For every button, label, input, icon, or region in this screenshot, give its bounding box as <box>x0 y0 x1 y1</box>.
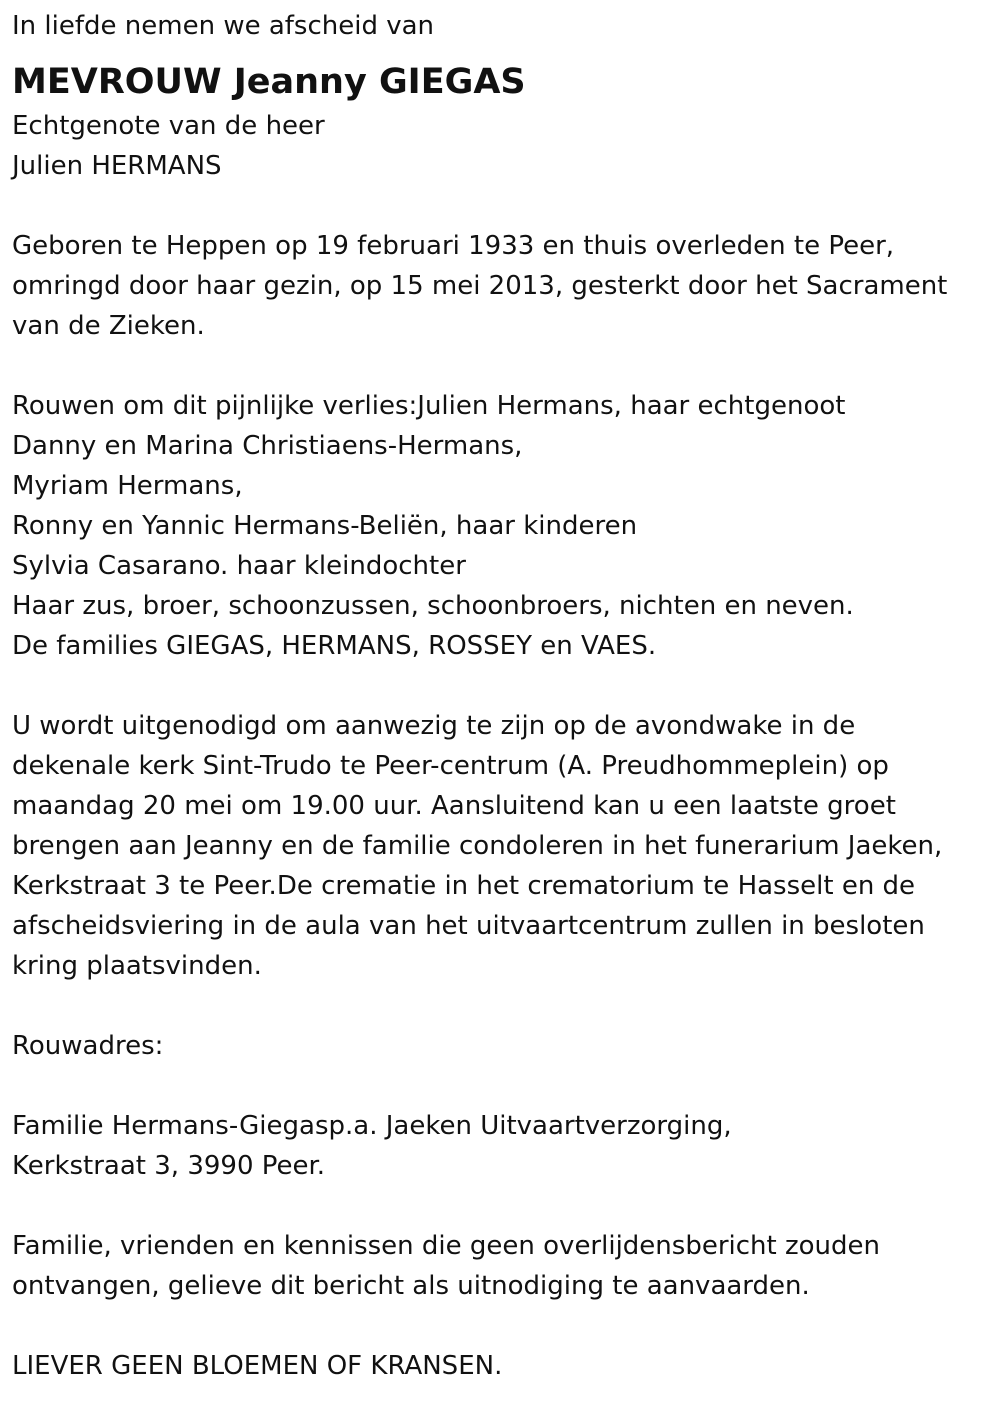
mourner-line: De families GIEGAS, HERMANS, ROSSEY en VAES. <box>12 631 657 661</box>
spacer <box>12 986 988 1026</box>
mourner-line: Rouwen om dit pijnlijke verlies:Julien Hermans, haar echtgenoot <box>12 391 846 421</box>
address-label: Rouwadres: <box>12 1031 164 1061</box>
notice-line: ontvangen, gelieve dit bericht als uitnodiging te aanvaarden. <box>12 1271 810 1301</box>
deceased-name: MEVROUW Jeanny GIEGAS <box>12 62 526 102</box>
invitation-line: U wordt uitgenodigd om aanwezig te zijn op de avondwake in de <box>12 711 856 741</box>
invitation-line: maandag 20 mei om 19.00 uur. Aansluitend kan u een laatste groet <box>12 791 896 821</box>
spacer <box>12 186 988 226</box>
spacer <box>12 666 988 706</box>
address-line: Familie Hermans-Giegasp.a. Jaeken Uitvaartverzorging, <box>12 1111 732 1141</box>
spacer <box>12 1306 988 1346</box>
address-line: Kerkstraat 3, 3990 Peer. <box>12 1151 326 1181</box>
spacer <box>12 346 988 386</box>
invitation-line: afscheidsviering in de aula van het uitvaartcentrum zullen in besloten <box>12 911 925 941</box>
spacer <box>12 1186 988 1226</box>
birth-death-line: omringd door haar gezin, op 15 mei 2013, gesterkt door het Sacrament <box>12 271 948 301</box>
invitation-line: kring plaatsvinden. <box>12 951 262 981</box>
notice-line: Familie, vrienden en kennissen die geen overlijdensbericht zouden <box>12 1231 880 1261</box>
spacer <box>12 1066 988 1106</box>
birth-death-line: Geboren te Heppen op 19 februari 1933 en thuis overleden te Peer, <box>12 231 895 261</box>
spouse-line: Echtgenote van de heer <box>12 111 325 141</box>
closing-text: LIEVER GEEN BLOEMEN OF KRANSEN. <box>12 1351 503 1381</box>
birth-death-line: van de Zieken. <box>12 311 205 341</box>
mourner-line: Haar zus, broer, schoonzussen, schoonbroers, nichten en neven. <box>12 591 854 621</box>
intro-text: In liefde nemen we afscheid van <box>12 11 435 41</box>
invitation-line: dekenale kerk Sint-Trudo te Peer-centrum (A. Preudhommeplein) op <box>12 751 889 781</box>
mourner-line: Danny en Marina Christiaens-Hermans, <box>12 431 523 461</box>
spouse-line: Julien HERMANS <box>12 151 222 181</box>
invitation-line: brengen aan Jeanny en de familie condoleren in het funerarium Jaeken, <box>12 831 943 861</box>
mourner-line: Sylvia Casarano. haar kleindochter <box>12 551 466 581</box>
mourner-line: Ronny en Yannic Hermans-Beliën, haar kinderen <box>12 511 638 541</box>
mourner-line: Myriam Hermans, <box>12 471 243 501</box>
invitation-line: Kerkstraat 3 te Peer.De crematie in het crematorium te Hasselt en de <box>12 871 916 901</box>
